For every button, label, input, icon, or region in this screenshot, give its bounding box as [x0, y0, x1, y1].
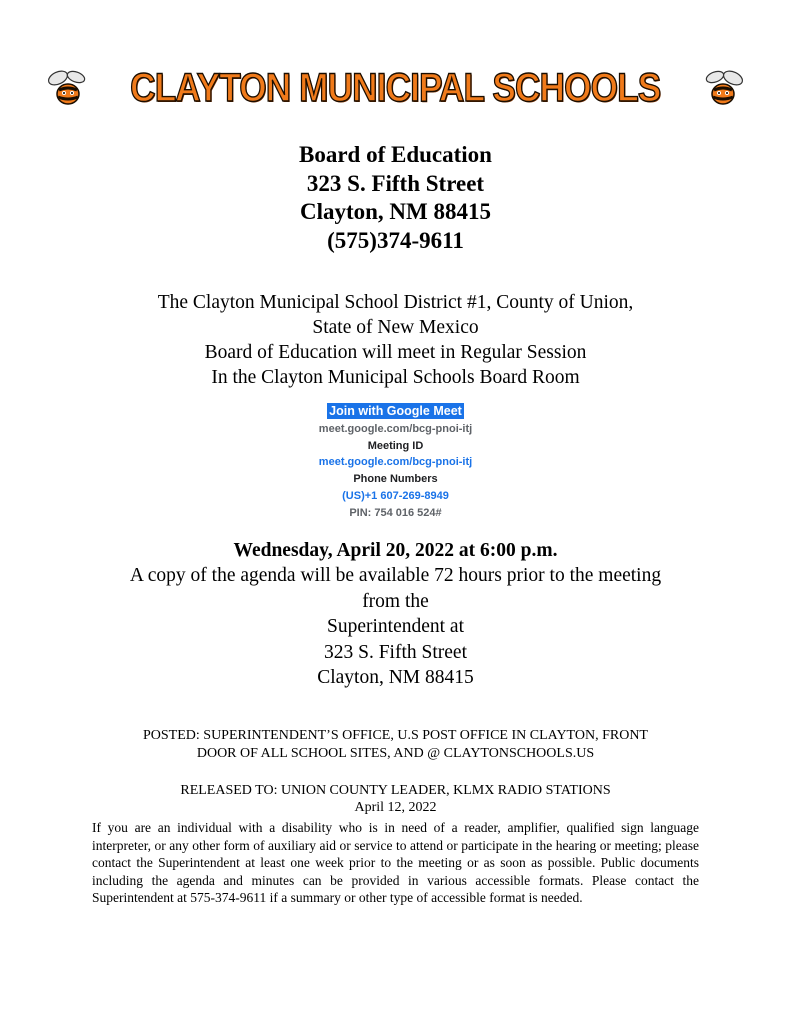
meeting-id-link[interactable]: meet.google.com/bcg-pnoi-itj	[318, 456, 473, 469]
board-name: Board of Education	[299, 142, 492, 167]
agenda-line: Clayton, NM 88415	[317, 667, 474, 688]
state-line: State of New Mexico	[312, 317, 479, 338]
agenda-line: from the	[362, 590, 429, 612]
street-address: 323 S. Fifth Street	[306, 170, 485, 196]
meeting-notice-block	[0, 290, 791, 390]
agenda-line: A copy of the agenda will be available 72 hours prior to the meeting	[129, 565, 662, 586]
session-line: Board of Education will meet in Regular Session	[204, 342, 587, 363]
location-line: In the Clayton Municipal Schools Board Room	[211, 367, 580, 388]
hornet-icon	[701, 68, 745, 108]
accessibility-disclaimer: If you are an individual with a disability who is in need of a reader, amplifier, qualified sign language interpreter, or any other form of auxiliary aid or service to attend or participate in the hearing or meeting; please contact the Superintendent at least one week prior to the meeting or as soon as possible. Public documents including the agenda and minutes can be provided in various accessible formats. Please contact the Superintendent at 575-374-9611 if a summary or other type of accessible format is needed.	[92, 820, 699, 905]
district-line: The Clayton Municipal School District #1, County of Union,	[157, 292, 634, 313]
released-date: April 12, 2022	[354, 800, 437, 815]
school-name-title: CLAYTON MUNICIPAL SCHOOLS	[130, 65, 661, 110]
posted-line: DOOR OF ALL SCHOOL SITES, AND @ CLAYTONSCHOOLS.US	[196, 746, 595, 761]
meeting-id-label: Meeting ID	[367, 439, 424, 452]
agenda-line: Superintendent at	[326, 616, 464, 637]
dial-in-pin: PIN: 754 016 524#	[349, 506, 442, 519]
meet-url: meet.google.com/bcg-pnoi-itj	[318, 422, 473, 435]
phone-number: (575)374-9611	[327, 227, 464, 253]
phone-numbers-label: Phone Numbers	[353, 473, 438, 486]
dial-in-phone-link[interactable]: (US)+1 607-269-8949	[342, 489, 449, 502]
google-meet-block	[0, 403, 791, 522]
header-banner	[0, 62, 791, 114]
join-google-meet-button[interactable]: Join with Google Meet	[329, 404, 462, 418]
posted-notice	[0, 727, 791, 763]
agenda-availability-block	[0, 563, 791, 691]
board-address-block	[0, 141, 791, 255]
hornet-icon	[46, 68, 90, 108]
released-line: RELEASED TO: UNION COUNTY LEADER, KLMX RADIO STATIONS	[180, 783, 611, 798]
meeting-date: Wednesday, April 20, 2022 at 6:00 p.m.	[233, 540, 558, 561]
city-state-zip: Clayton, NM 88415	[299, 199, 492, 224]
released-notice	[0, 782, 791, 816]
agenda-line: 323 S. Fifth Street	[323, 641, 467, 663]
posted-line: POSTED: SUPERINTENDENT’S OFFICE, U.S POST OFFICE IN CLAYTON, FRONT	[143, 728, 648, 743]
